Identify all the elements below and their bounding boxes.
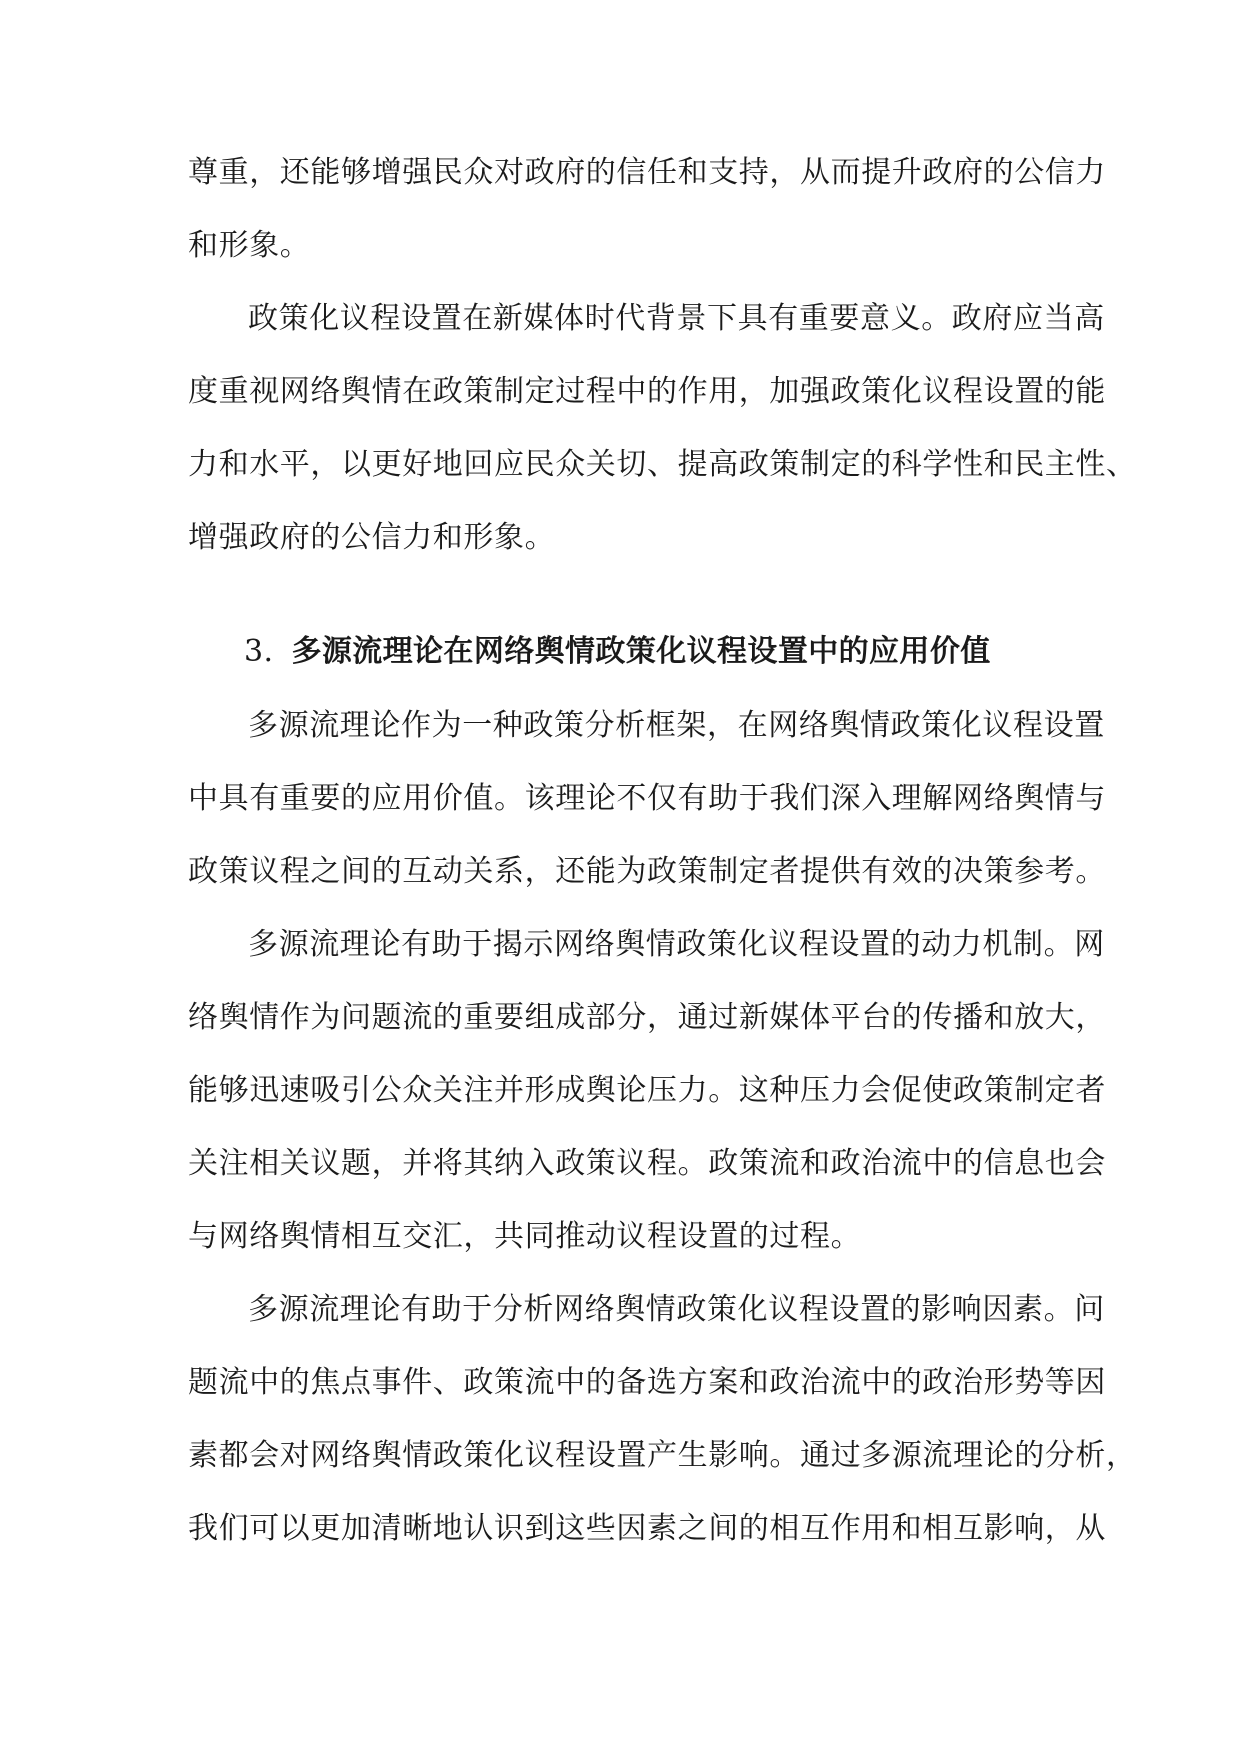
text-line: 关注相关议题，并将其纳入政策议程。政策流和政治流中的信息也会: [188, 1146, 1106, 1181]
text-line: 中具有重要的应用价值。该理论不仅有助于我们深入理解网络舆情与: [188, 781, 1106, 816]
text-line: 和形象。: [188, 228, 311, 263]
text-line: 络舆情作为问题流的重要组成部分，通过新媒体平台的传播和放大，: [188, 1000, 1106, 1035]
text-line: 尊重，还能够增强民众对政府的信任和支持，从而提升政府的公信力: [188, 155, 1106, 190]
text-line: 多源流理论有助于分析网络舆情政策化议程设置的影响因素。问: [248, 1292, 1105, 1327]
section-number: 3.: [244, 634, 274, 669]
paragraph-continuation: [188, 136, 1106, 282]
text-line: 力和水平，以更好地回应民众关切、提高政策制定的科学性和民主性、: [188, 447, 1137, 482]
text-line: 度重视网络舆情在政策制定过程中的作用，加强政策化议程设置的能: [188, 374, 1106, 409]
paragraph-dynamic-mechanism: [188, 908, 1106, 1273]
text-line: 题流中的焦点事件、政策流中的备选方案和政治流中的政治形势等因: [188, 1365, 1106, 1400]
text-line: 多源流理论有助于揭示网络舆情政策化议程设置的动力机制。网: [248, 927, 1105, 962]
text-line: 与网络舆情相互交汇，共同推动议程设置的过程。: [188, 1219, 862, 1254]
paragraph-application-value: [188, 689, 1106, 908]
document-page: [188, 136, 1137, 1565]
text-line: 素都会对网络舆情政策化议程设置产生影响。通过多源流理论的分析，: [188, 1438, 1137, 1473]
text-line: 多源流理论作为一种政策分析框架，在网络舆情政策化议程设置: [248, 708, 1105, 743]
text-line: 政策化议程设置在新媒体时代背景下具有重要意义。政府应当高: [248, 301, 1105, 336]
text-line: 政策议程之间的互动关系，还能为政策制定者提供有效的决策参考。: [188, 854, 1106, 889]
text-line: 我们可以更加清晰地认识到这些因素之间的相互作用和相互影响，从: [188, 1511, 1106, 1546]
paragraph-significance: [188, 282, 1137, 574]
paragraph-influencing-factors: [188, 1273, 1137, 1565]
section-title: 多源流理论在网络舆情政策化议程设置中的应用价值: [291, 634, 991, 669]
section-heading: [188, 614, 1058, 689]
text-line: 能够迅速吸引公众关注并形成舆论压力。这种压力会促使政策制定者: [188, 1073, 1106, 1108]
text-line: 增强政府的公信力和形象。: [188, 520, 556, 555]
